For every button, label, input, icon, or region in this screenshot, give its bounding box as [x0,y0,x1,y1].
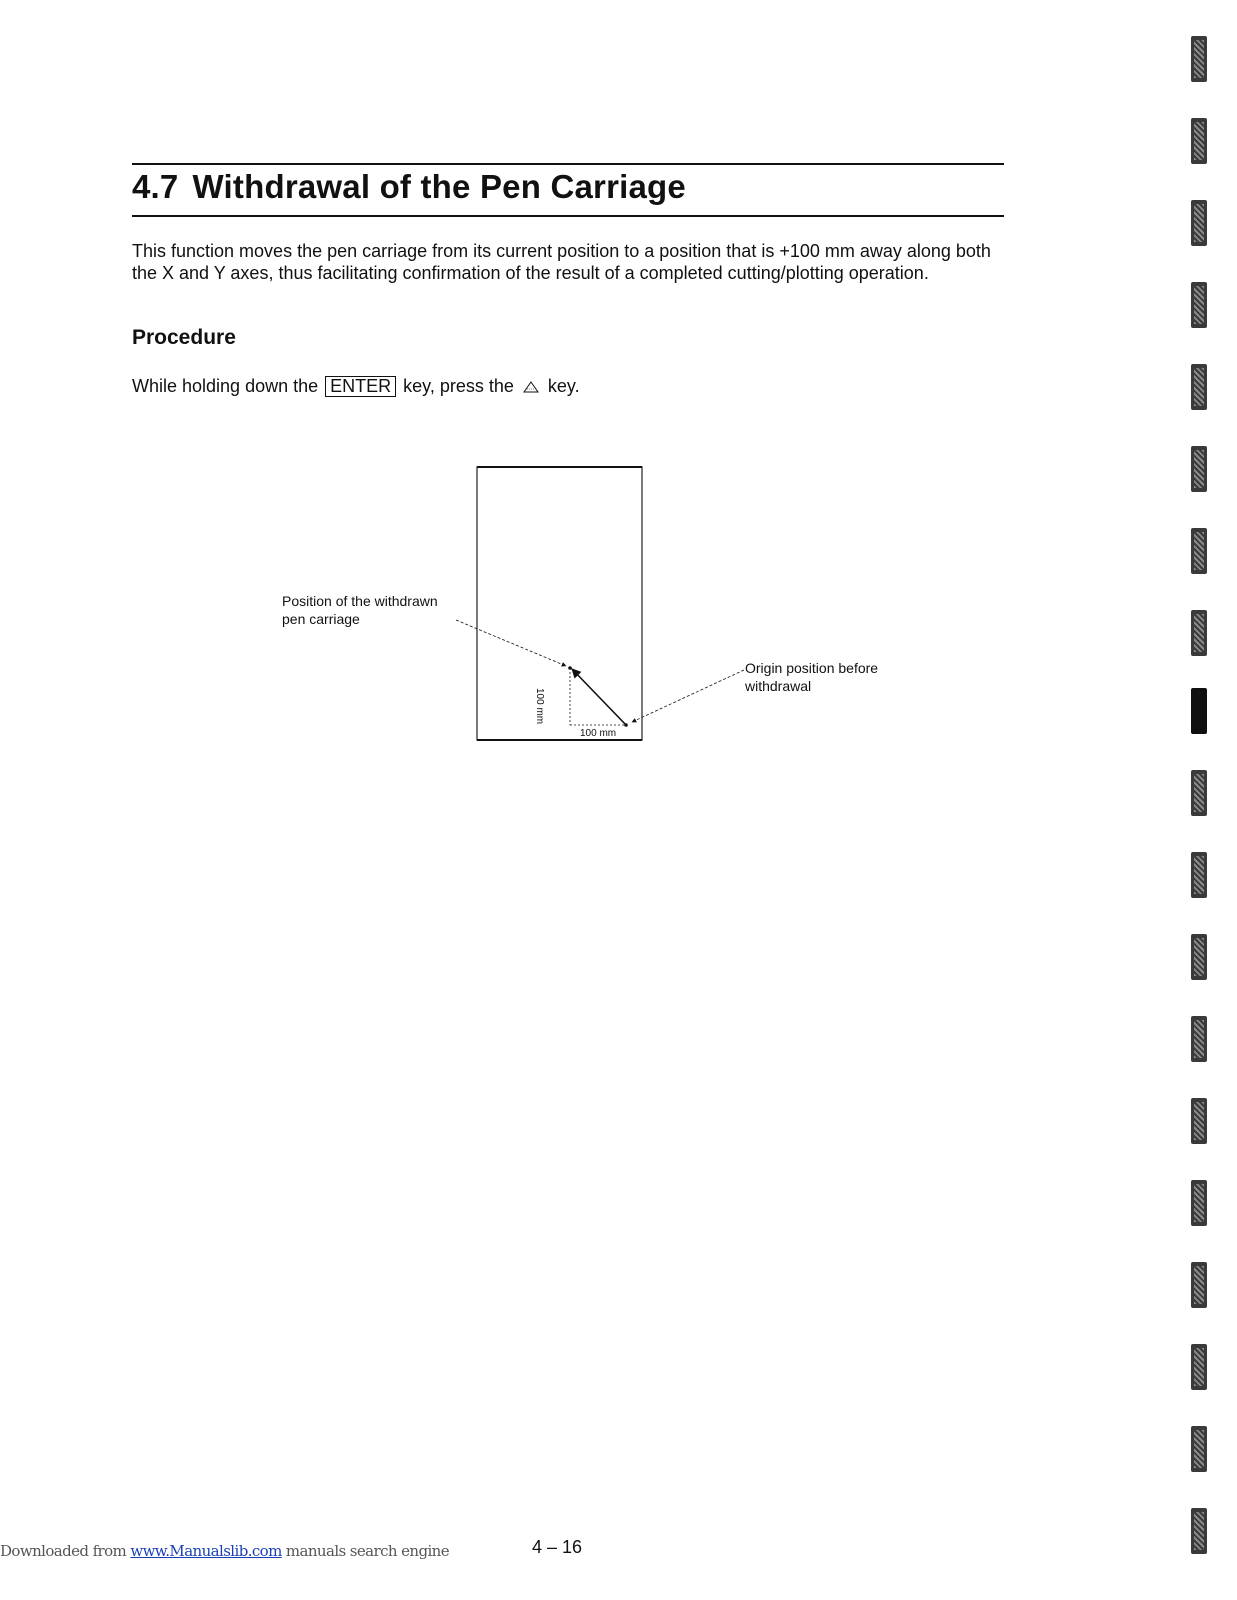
edge-tab [1191,200,1207,246]
withdrawn-position-dot [568,666,572,670]
edge-tab [1191,1426,1207,1472]
enter-key: ENTER [325,376,396,397]
edge-tab [1191,528,1207,574]
label-origin-line2: withdrawal [745,678,812,694]
edge-tab [1191,610,1207,656]
leader-origin [632,670,744,722]
edge-tab [1191,282,1207,328]
label-withdrawn-line2: pen carriage [282,611,360,627]
edge-tab [1191,852,1207,898]
withdrawal-arrow [572,669,626,725]
edge-tab [1191,1262,1207,1308]
edge-tab-current [1191,688,1207,734]
label-withdrawn-line1: Position of the withdrawn [282,593,438,609]
label-origin-line1: Origin position before [745,660,879,676]
leader-withdrawn [456,620,566,666]
origin-position-dot [624,723,628,727]
dimension-label-vertical: 100 mm [534,688,545,725]
up-arrow-key-icon [522,377,540,399]
section-title [132,168,686,206]
edge-tab [1191,934,1207,980]
edge-tab [1191,1098,1207,1144]
pen-carriage-diagram [260,450,940,760]
download-footer [0,1542,449,1560]
edge-tab [1191,1180,1207,1226]
instruction-prefix: While holding down the [132,376,319,396]
edge-tab [1191,1508,1207,1554]
label-origin-position [745,659,878,695]
procedure-instruction [132,375,580,399]
footer-suffix: manuals search engine [285,1542,449,1560]
procedure-heading: Procedure [132,326,236,349]
plotter-sheet-outline [477,467,642,740]
page-number: 4 – 16 [532,1537,583,1557]
edge-tab [1191,118,1207,164]
edge-tab [1191,1344,1207,1390]
instruction-suffix: key. [547,376,580,396]
section-number: 4.7 [132,168,179,205]
footer-prefix: Downloaded from [0,1542,127,1560]
edge-tab [1191,36,1207,82]
edge-tab [1191,364,1207,410]
edge-tab [1191,1016,1207,1062]
title-rule-top [132,163,1004,165]
edge-tab [1191,770,1207,816]
instruction-middle: key, press the [403,376,514,396]
intro-paragraph: This function moves the pen carriage from its current position to a position that is +100 mm away along both the X and Y axes, thus facilitating confirmation of the result of a completed cutting/plotting operation. [132,241,991,283]
section-title-text: Withdrawal of the Pen Carriage [192,168,686,205]
title-rule-bottom [132,215,1004,217]
label-withdrawn-position [282,592,438,628]
manualslib-link[interactable]: www.Manualslib.com [130,1542,282,1560]
dimension-label-horizontal: 100 mm [580,728,617,739]
edge-tab [1191,446,1207,492]
